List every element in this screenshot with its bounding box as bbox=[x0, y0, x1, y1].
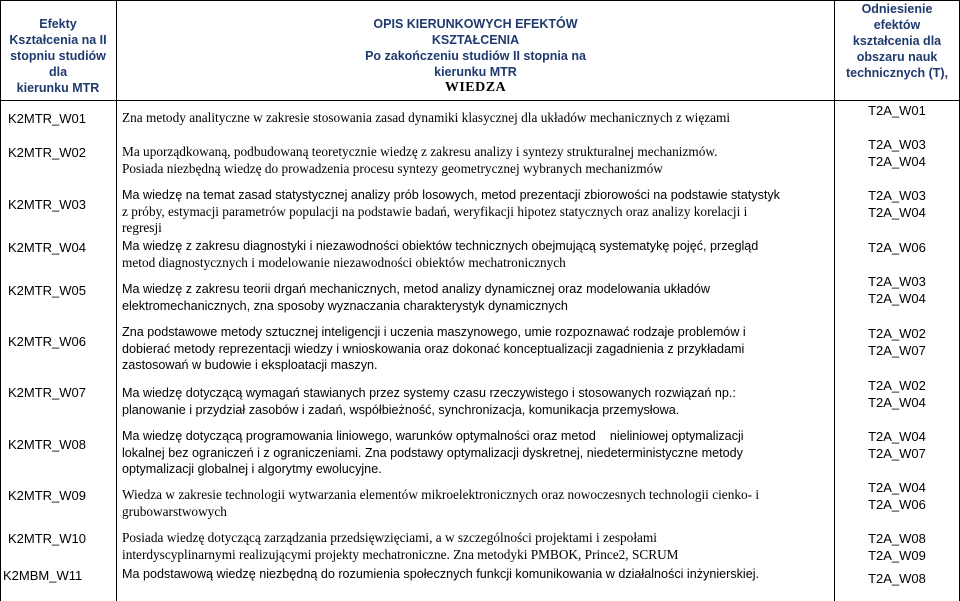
effect-references bbox=[835, 428, 959, 462]
header-line: obszaru nauk bbox=[856, 50, 938, 64]
description-line: dobierać metody reprezentacji wiedzy i wnioskowania oraz dokonać konceptualizacji zagadnienia z przykładami bbox=[122, 341, 745, 356]
effect-code: K2MBM_W11 bbox=[3, 568, 83, 583]
description-line: Zna metody analityczne w zakresie stosowania zasad dynamiki klasycznej dla układów mechanicznych z więzami bbox=[122, 110, 731, 125]
reference-code: T2A_W02 bbox=[868, 378, 926, 393]
reference-code: T2A_W04 bbox=[868, 429, 926, 444]
description-line: Ma wiedzę dotyczącą wymagań stawianych przez systemy czasu rzeczywistego i stosowanych rozwiązań np.: bbox=[122, 386, 736, 400]
effect-description bbox=[122, 530, 832, 563]
reference-code: T2A_W04 bbox=[868, 205, 926, 220]
effect-code: K2MTR_W07 bbox=[8, 385, 87, 400]
header-line: Odniesienie bbox=[861, 2, 933, 16]
section-title: WIEDZA bbox=[444, 80, 507, 95]
description-line: Ma wiedzę na temat zasad statystycznej analizy prób losowych, metod prezentacji zbiorowości na podstawie statystyk bbox=[122, 188, 780, 202]
description-line: elektromechanicznych, zna sposoby wyznaczania charakterystyk dynamicznych bbox=[122, 298, 568, 313]
header-effects-code bbox=[0, 16, 116, 96]
reference-code: T2A_W08 bbox=[868, 531, 926, 546]
effect-code: K2MTR_W04 bbox=[8, 240, 87, 255]
description-line: Wiedza w zakresie technologii wytwarzania elementów mikroelektronicznych oraz nowoczesnych technologii cienko- i bbox=[122, 487, 760, 502]
reference-code: T2A_W02 bbox=[868, 326, 926, 341]
effect-references bbox=[835, 187, 959, 221]
header-line: technicznych (T), bbox=[845, 66, 949, 80]
header-line: stopniu studiów dla bbox=[10, 49, 106, 79]
description-line: grubowarstwowych bbox=[122, 503, 227, 519]
header-line: Efekty bbox=[39, 17, 77, 31]
effect-references bbox=[835, 479, 959, 513]
effect-code: K2MTR_W09 bbox=[8, 488, 87, 503]
description-line: Ma wiedzę dotyczącą programowania liniowego, warunków optymalności oraz metod nieliniowej optymalizacji bbox=[122, 429, 744, 443]
effect-references bbox=[835, 102, 959, 119]
effect-description bbox=[122, 144, 832, 177]
header-line: Kształcenia na II bbox=[9, 33, 107, 47]
effect-references bbox=[835, 325, 959, 359]
effect-code: K2MTR_W06 bbox=[8, 334, 87, 349]
effect-description bbox=[122, 566, 832, 583]
effect-references bbox=[835, 530, 959, 564]
description-line: Ma wiedzę z zakresu teorii drgań mechanicznych, metod analizy dynamicznej oraz modelowania układów bbox=[122, 282, 710, 296]
description-line: Ma podstawową wiedzę niezbędną do rozumienia społecznych funkcji komunikowania w działalności inżynierskiej. bbox=[122, 567, 760, 581]
reference-code: T2A_W01 bbox=[868, 103, 926, 118]
description-line: zastosowań w budowie i eksploatacji maszyn. bbox=[122, 358, 378, 372]
effect-references bbox=[835, 136, 959, 170]
reference-code: T2A_W08 bbox=[868, 571, 926, 586]
effect-description bbox=[122, 487, 832, 520]
effect-references bbox=[835, 273, 959, 307]
effect-description bbox=[122, 385, 832, 418]
reference-code: T2A_W07 bbox=[868, 343, 926, 358]
description-line: Posiada wiedzę dotyczącą zarządzania przedsięwzięciami, a w szczególności projektami i zespołami bbox=[122, 530, 657, 545]
reference-code: T2A_W06 bbox=[868, 497, 926, 512]
description-line: interdyscyplinarnymi realizującymi projekty mechatroniczne. Zna metodyki PMBOK, Prince2, SCRUM bbox=[122, 546, 679, 562]
reference-code: T2A_W07 bbox=[868, 446, 926, 461]
description-line: Zna podstawowe metody sztucznej inteligencji i uczenia maszynowego, umie rozpoznawać rodzaje problemów i bbox=[122, 325, 746, 339]
effect-code: K2MTR_W02 bbox=[8, 145, 87, 160]
effect-description bbox=[122, 324, 832, 374]
effect-description bbox=[122, 238, 832, 271]
reference-code: T2A_W06 bbox=[868, 240, 926, 255]
header-reference bbox=[835, 1, 959, 81]
effect-code: K2MTR_W03 bbox=[8, 197, 87, 212]
description-line: regresji bbox=[122, 220, 162, 235]
reference-code: T2A_W09 bbox=[868, 548, 926, 563]
effect-code: K2MTR_W01 bbox=[8, 111, 87, 126]
header-divider bbox=[0, 100, 960, 101]
description-line: planowanie i przydział zasobów i zadań, współbieżność, synchronizacja, komunikacja przemysłowa. bbox=[122, 402, 680, 417]
description-line: lokalnej bez ograniczeń i z ograniczeniami. Zna podstawy optymalizacji dyskretnej, niedeterministyczne metody bbox=[122, 445, 743, 460]
header-line: KSZTAŁCENIA bbox=[431, 33, 520, 47]
header-line: kierunku MTR bbox=[434, 65, 517, 79]
description-line: metod diagnostycznych i modelowanie niezawodności obiektów mechatronicznych bbox=[122, 254, 566, 270]
header-line: efektów bbox=[873, 18, 921, 32]
effect-description bbox=[122, 428, 832, 478]
effect-description bbox=[122, 187, 832, 237]
header-description bbox=[117, 16, 834, 96]
reference-code: T2A_W04 bbox=[868, 291, 926, 306]
table-border bbox=[0, 0, 960, 1]
effect-code: K2MTR_W10 bbox=[8, 531, 87, 546]
reference-code: T2A_W04 bbox=[868, 154, 926, 169]
header-line: kształcenia dla bbox=[852, 34, 942, 48]
effect-references bbox=[835, 239, 959, 256]
reference-code: T2A_W03 bbox=[868, 188, 926, 203]
description-line: optymalizacji globalnej i algorytmy ewolucyjne. bbox=[122, 462, 382, 476]
effect-code: K2MTR_W08 bbox=[8, 437, 87, 452]
reference-code: T2A_W03 bbox=[868, 137, 926, 152]
description-line: Posiada niezbędną wiedzę do prowadzenia procesu syntezy geometrycznej wybranych mechanizmów bbox=[122, 160, 663, 176]
header-line: Po zakończeniu studiów II stopnia na bbox=[365, 49, 586, 63]
reference-code: T2A_W04 bbox=[868, 480, 926, 495]
header-line: kierunku MTR bbox=[16, 81, 100, 95]
header-line: OPIS KIERUNKOWYCH EFEKTÓW bbox=[373, 17, 578, 31]
reference-code: T2A_W04 bbox=[868, 395, 926, 410]
reference-code: T2A_W03 bbox=[868, 274, 926, 289]
effect-references bbox=[835, 570, 959, 587]
description-line: Ma wiedzę z zakresu diagnostyki i niezawodności obiektów technicznych obejmującą systematykę pojęć, przegląd bbox=[122, 239, 759, 253]
effect-description bbox=[122, 110, 832, 127]
effect-references bbox=[835, 377, 959, 411]
description-line: z próby, estymacji parametrów populacji na podstawie badań, weryfikacji hipotez statycznych oraz analizy korelacji i bbox=[122, 203, 748, 219]
effect-description bbox=[122, 281, 832, 314]
effect-code: K2MTR_W05 bbox=[8, 283, 87, 298]
description-line: Ma uporządkowaną, podbudowaną teoretycznie wiedzę z zakresu analizy i syntezy strukturalnej mechanizmów. bbox=[122, 144, 718, 159]
